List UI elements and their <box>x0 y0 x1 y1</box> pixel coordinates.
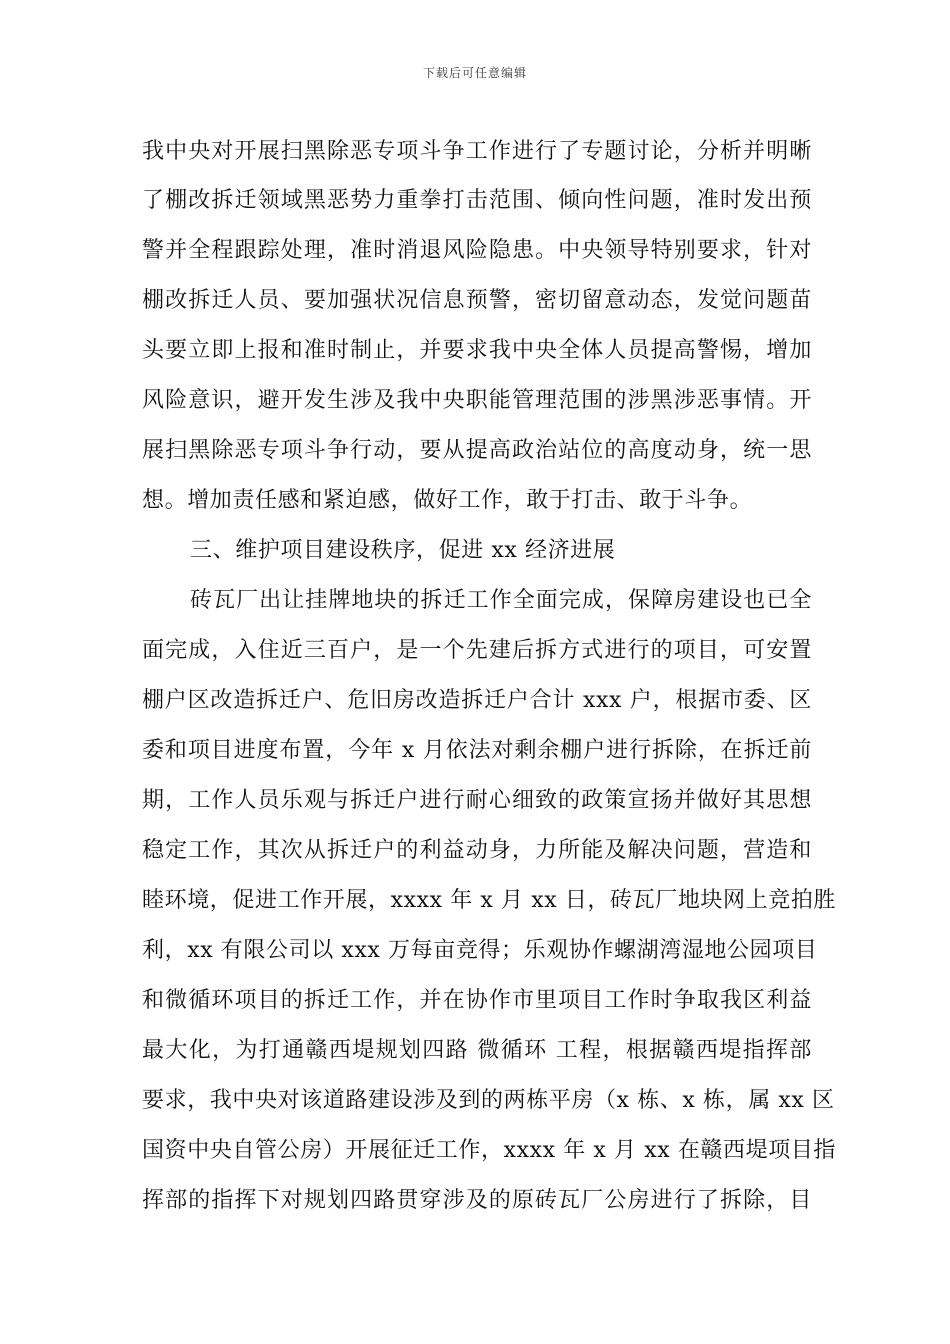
text-line: 风险意识，避开发生涉及我中央职能管理范围的涉黑涉恶事情。开 <box>142 388 812 413</box>
page-header: 下载后可任意编辑 <box>422 66 527 80</box>
text-line: 稳定工作，其次从拆迁户的利益动身，力所能及解决问题，营造和 <box>142 838 812 863</box>
text-line: 睦环境，促进工作开展，xxxx 年 x 月 xx 日，砖瓦厂地块网上竞拍胜 <box>142 888 837 913</box>
text-line: 国资中央自管公房）开展征迁工作，xxxx 年 x 月 xx 在赣西堤项目指 <box>142 1138 837 1163</box>
text-line: 和微循环项目的拆迁工作，并在协作市里项目工作时争取我区利益 <box>142 988 812 1013</box>
text-line: 期，工作人员乐观与拆迁户进行耐心细致的政策宣扬并做好其思想 <box>142 788 812 813</box>
text-line: 挥部的指挥下对规划四路贯穿涉及的原砖瓦厂公房进行了拆除，目 <box>142 1188 812 1213</box>
text-line: 利，xx 有限公司以 xxx 万每亩竞得；乐观协作螺湖湾湿地公园项目 <box>142 938 818 963</box>
text-line: 了棚改拆迁领域黑恶势力重拳打击范围、倾向性问题，准时发出预 <box>142 188 812 213</box>
text-line: 头要立即上报和准时制止，并要求我中央全体人员提高警惕，增加 <box>142 338 812 363</box>
text-line: 我中央对开展扫黑除恶专项斗争工作进行了专题讨论，分析并明晰 <box>142 139 812 164</box>
text-line: 棚户区改造拆迁户、危旧房改造拆迁户合计 xxx 户，根据市委、区 <box>142 688 812 713</box>
section-heading: 三、维护项目建设秩序，促进 xx 经济进展 <box>190 538 616 563</box>
text-line: 棚改拆迁人员、要加强状况信息预警，密切留意动态，发觉问题苗 <box>142 288 812 313</box>
text-line: 警并全程跟踪处理，准时消退风险隐患。中央领导特别要求，针对 <box>142 238 812 263</box>
text-line: 最大化，为打通赣西堤规划四路 微循环 工程，根据赣西堤指挥部 <box>142 1038 812 1063</box>
text-line: 面完成，入住近三百户，是一个先建后拆方式进行的项目，可安置 <box>142 638 812 663</box>
text-line: 展扫黑除恶专项斗争行动，要从提高政治站位的高度动身，统一思 <box>142 438 812 463</box>
text-line: 想。增加责任感和紧迫感，做好工作，敢于打击、敢于斗争。 <box>142 488 753 513</box>
text-line: 砖瓦厂出让挂牌地块的拆迁工作全面完成，保障房建设也已全 <box>190 588 812 613</box>
text-line: 要求，我中央对该道路建设涉及到的两栋平房（x 栋、x 栋，属 xx 区 <box>142 1088 835 1113</box>
text-line: 委和项目进度布置，今年 x 月依法对剩余棚户进行拆除，在拆迁前 <box>142 738 812 763</box>
